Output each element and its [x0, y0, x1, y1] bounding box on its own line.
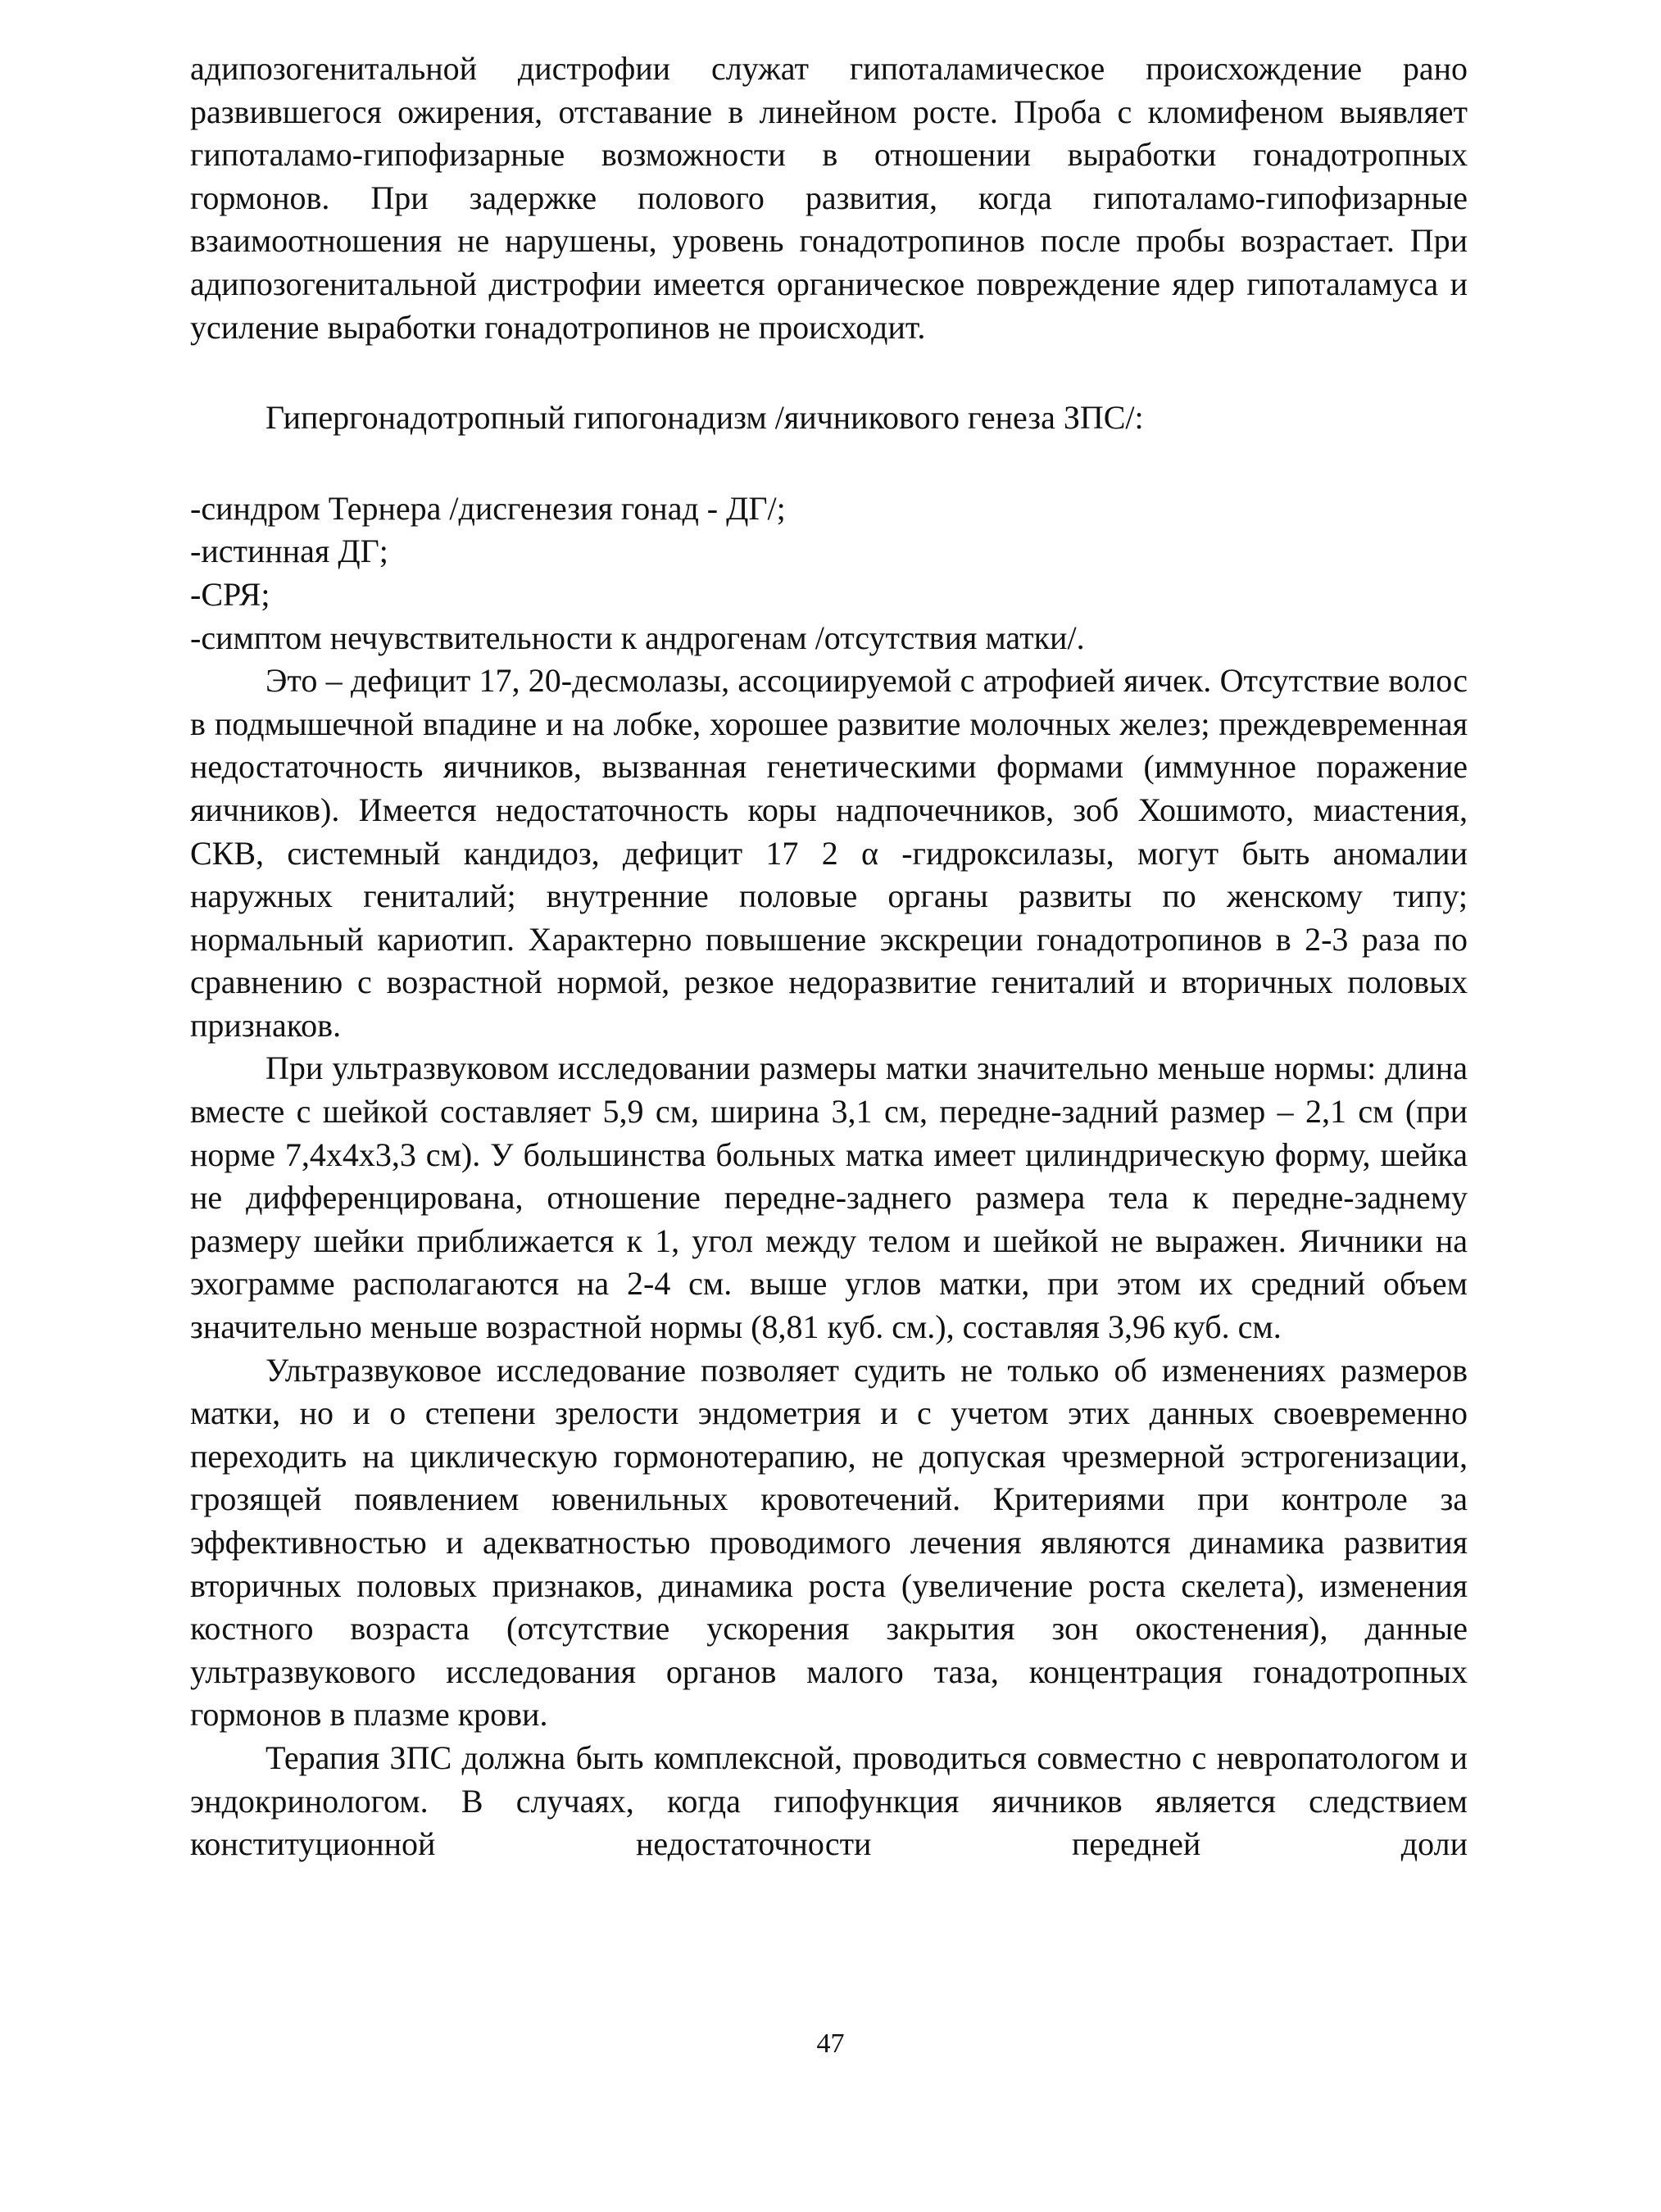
section-heading-hypergonadotropic: Гипергонадотропный гипогонадизм /яичникового генеза ЗПС/:	[265, 399, 1144, 437]
body-text	[190, 48, 1468, 1866]
page-number: 47	[816, 2028, 845, 2059]
paragraph-ultrasound-findings: При ультразвуковом исследовании размеры матки значительно меньше нормы: длина вместе с шейкой составляет 5,9 см, ширина 3,1 см, передне-задний размер – 2,1 см (при норме 7,4х4х3,3 см). У большинства больных матка имеет цилиндрическую форму, шейка не дифференцирована, отношение передне-заднего размера тела к передне-заднему размеру шейки приближается к 1, угол между телом и шейкой не выражен. Яичники на эхограмме располагаются на 2-4 см. выше углов матки, при этом их средний объем значительно меньше возрастной нормы (8,81 куб. см.), составляя 3,96 куб. см.	[190, 1049, 1468, 1346]
list-item: -синдром Тернера /дисгенезия гонад - ДГ/;	[190, 489, 786, 527]
paragraph-adiposogenital: адипозогенитальной дистрофии служат гипоталамическое происхождение рано развившегося ожирения, отставание в линейном росте. Проба с кломифеном выявляет гипоталамо-гипофизарные возможности в отношении выработки гонадотропных гормонов. При задержке полового развития, когда гипоталамо-гипофизарные взаимоотношения не нарушены, уровень гонадотропинов после пробы возрастает. При адипозогенитальной дистрофии имеется органическое повреждение ядер гипоталамуса и усиление выработки гонадотропинов не происходит.	[190, 50, 1468, 346]
list-item: -СРЯ;	[190, 575, 270, 613]
paragraph-therapy: Терапия ЗПС должна быть комплексной, проводиться совместно с невропатологом и эндокринологом. В случаях, когда гипофункция яичников является следствием конституционной недостаточности передней доли	[190, 1738, 1468, 1863]
paragraph-ultrasound-monitoring: Ультразвуковое исследование позволяет судить не только об изменениях размеров матки, но и о степени зрелости эндометрия и с учетом этих данных своевременно переходить на циклическую гормонотерапию, не допуская чрезмерной эстрогенизации, грозящей появлением ювенильных кровотечений. Критериями при контроле за эффективностью и адекватностью проводимого лечения являются динамика развития вторичных половых признаков, динамика роста (увеличение роста скелета), изменения костного возраста (отсутствие ускорения закрытия зон окостенения), данные ультразвукового исследования органов малого таза, концентрация гонадотропных гормонов в плазме крови.	[190, 1351, 1468, 1734]
paragraph-desmolase-deficit: Это – дефицит 17, 20-десмолазы, ассоциируемой с атрофией яичек. Отсутствие волос в подмышечной впадине и на лобке, хорошее развитие молочных желез; преждевременная недостаточность яичников, вызванная генетическими формами (иммунное поражение яичников). Имеется недостаточность коры надпочечников, зоб Хошимото, миастения, СКВ, системный кандидоз, дефицит 17 2 α -гидроксилазы, могут быть аномалии наружных гениталий; внутренние половые органы развиты по женскому типу; нормальный кариотип. Характерно повышение экскреции гонадотропинов в 2-3 раза по сравнению с возрастной нормой, резкое недоразвитие гениталий и вторичных половых признаков.	[190, 662, 1468, 1044]
cause-list	[190, 487, 1468, 660]
list-item: -истинная ДГ;	[190, 533, 388, 570]
list-item: -симптом нечувствительности к андрогенам /отсутствия матки/.	[190, 619, 1085, 656]
